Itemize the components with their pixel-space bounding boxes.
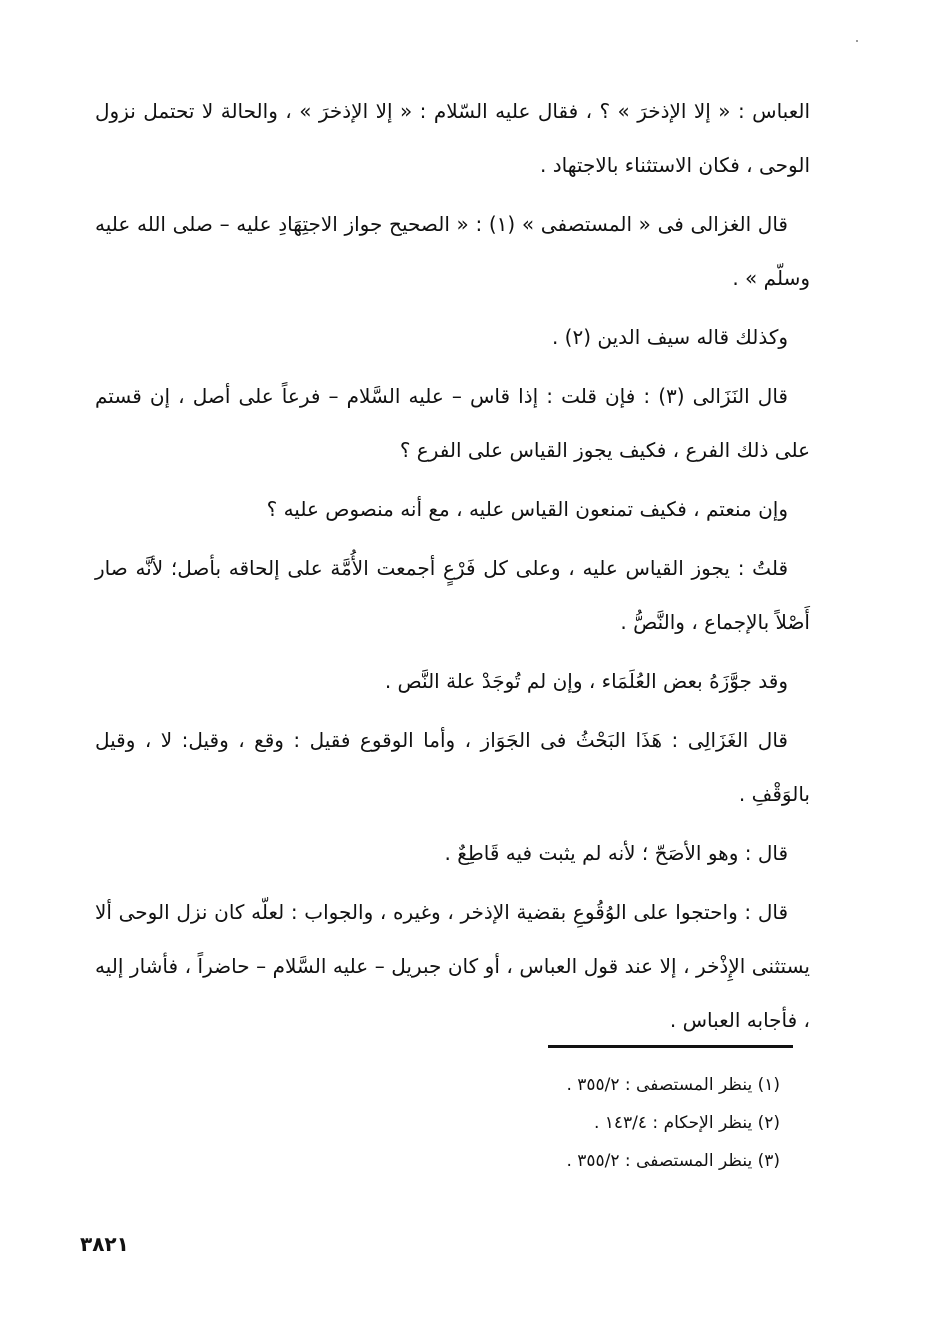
footnote-2: (٢) ينظر الإحكام : ١٤٣/٤ . xyxy=(593,1113,780,1133)
paragraph-10: قال : واحتجوا على الوُقُوعِ بقضية الإذخر ، وغيره ، والجواب : لعلّه كان نزل الوحى ألا يستثنى الإِذْخر ، إلا عند قول العباس ، أو كان جبريل – عليه السَّلام – حاضراً ، فأشار إليه ، فأجابه العباس . xyxy=(95,900,810,1032)
footnote-separator xyxy=(548,1045,793,1048)
margin-mark xyxy=(856,40,858,42)
main-text xyxy=(95,84,810,1052)
footnote-1: (١) ينظر المستصفى : ٣٥٥/٢ . xyxy=(566,1075,780,1095)
page-number: ٣٨٢١ xyxy=(80,1232,129,1256)
paragraph-7: وقد جوَّزَهُ بعض العُلَمَاء ، وإن لم تُوجَدْ علة النَّص . xyxy=(384,669,788,693)
paragraph-3: وكذلك قاله سيف الدين (٢) . xyxy=(551,325,788,349)
paragraph-8: قال الغَزَالِى : هَذَا البَحْثُ فى الجَوَاز ، وأما الوقوع فقيل : وقع ، وقيل: لا ، وقيل بالوَقْفِ . xyxy=(95,728,810,806)
paragraph-9: قال : وهو الأصَحّ ؛ لأنه لم يثبت فيه قَاطِعٌ . xyxy=(444,841,788,865)
paragraph-5: وإن منعتم ، فكيف تمنعون القياس عليه ، مع أنه منصوص عليه ؟ xyxy=(266,497,788,521)
paragraph-6: قلتُ : يجوز القياس عليه ، وعلى كل فَرْعٍ أجمعت الأُمَّة على إلحاقه بأصل؛ لأنَّه صار أَصْلاً بالإجماع ، والنَّصُّ . xyxy=(95,556,810,634)
footnotes xyxy=(420,1066,780,1180)
paragraph-1: العباس : « إلا الإذخرَ » ؟ ، فقال عليه السّلام : « إلا الإذخرَ » ، والحالة لا تحتمل نزول الوحى ، فكان الاستثناء بالاجتهاد . xyxy=(95,99,810,177)
paragraph-2: قال الغزالى فى « المستصفى » (١) : « الصحيح جواز الاجتِهَادِ عليه – صلى الله عليه وسلّم » . xyxy=(95,212,810,290)
paragraph-4: قال النَزَالى (٣) : فإن قلت : إذا قاس – عليه السَّلام – فرعاً على أصل ، إن قستم على ذلك الفرع ، فكيف يجوز القياس على الفرع ؟ xyxy=(95,384,810,462)
footnote-3: (٣) ينظر المستصفى : ٣٥٥/٢ . xyxy=(566,1151,780,1171)
